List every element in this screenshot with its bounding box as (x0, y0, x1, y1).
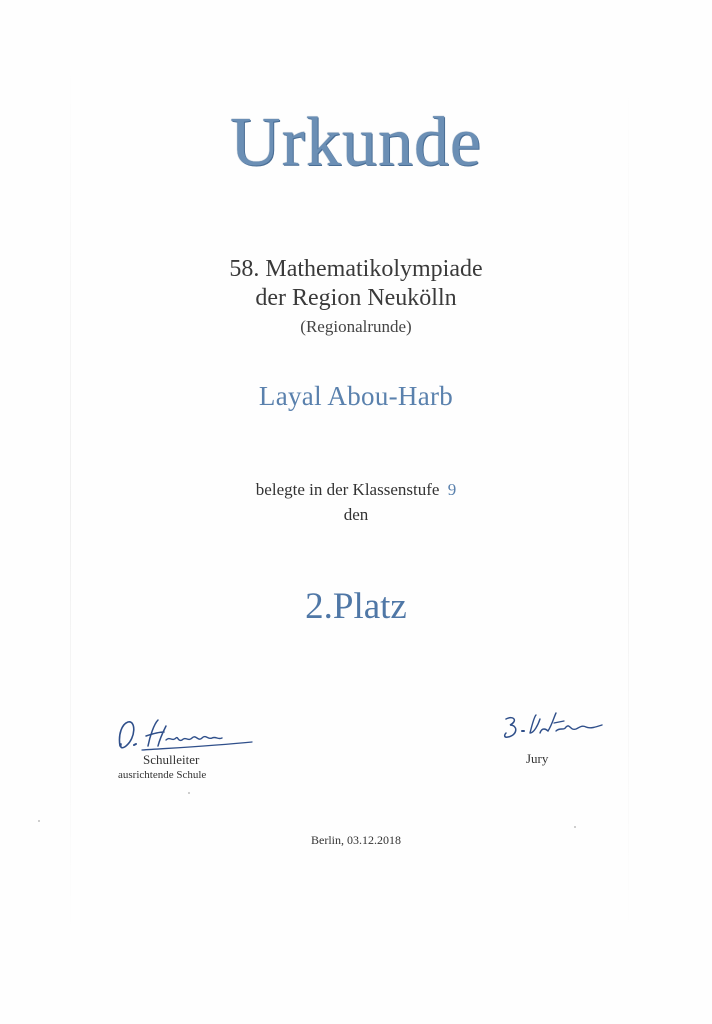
grade-prefix: belegte in der Klassenstufe (255, 480, 440, 499)
signature-left (112, 712, 262, 756)
article-line: den (343, 505, 369, 524)
scan-speck (38, 820, 40, 822)
event-line-1: 58. Mathematikolympiade (229, 256, 483, 282)
placement: 2.Platz (305, 586, 407, 627)
scan-speck (188, 792, 190, 794)
signature-left-subrole: ausrichtende Schule (118, 769, 207, 781)
grade-value: 9 (447, 480, 457, 499)
recipient-name: Layal Abou-Harb (258, 381, 454, 411)
signature-right (500, 707, 610, 747)
event-line-3: (Regionalrunde) (300, 317, 412, 336)
scan-edge-left (70, 60, 71, 940)
signature-right-role: Jury (526, 751, 549, 766)
event-line-2: der Region Neukölln (255, 285, 457, 311)
certificate-title: Urkunde (230, 104, 482, 181)
scan-speck (574, 826, 576, 828)
grade-line (0, 480, 712, 500)
place-date: Berlin, 03.12.2018 (311, 833, 401, 847)
signature-left-role: Schulleiter (143, 752, 200, 767)
